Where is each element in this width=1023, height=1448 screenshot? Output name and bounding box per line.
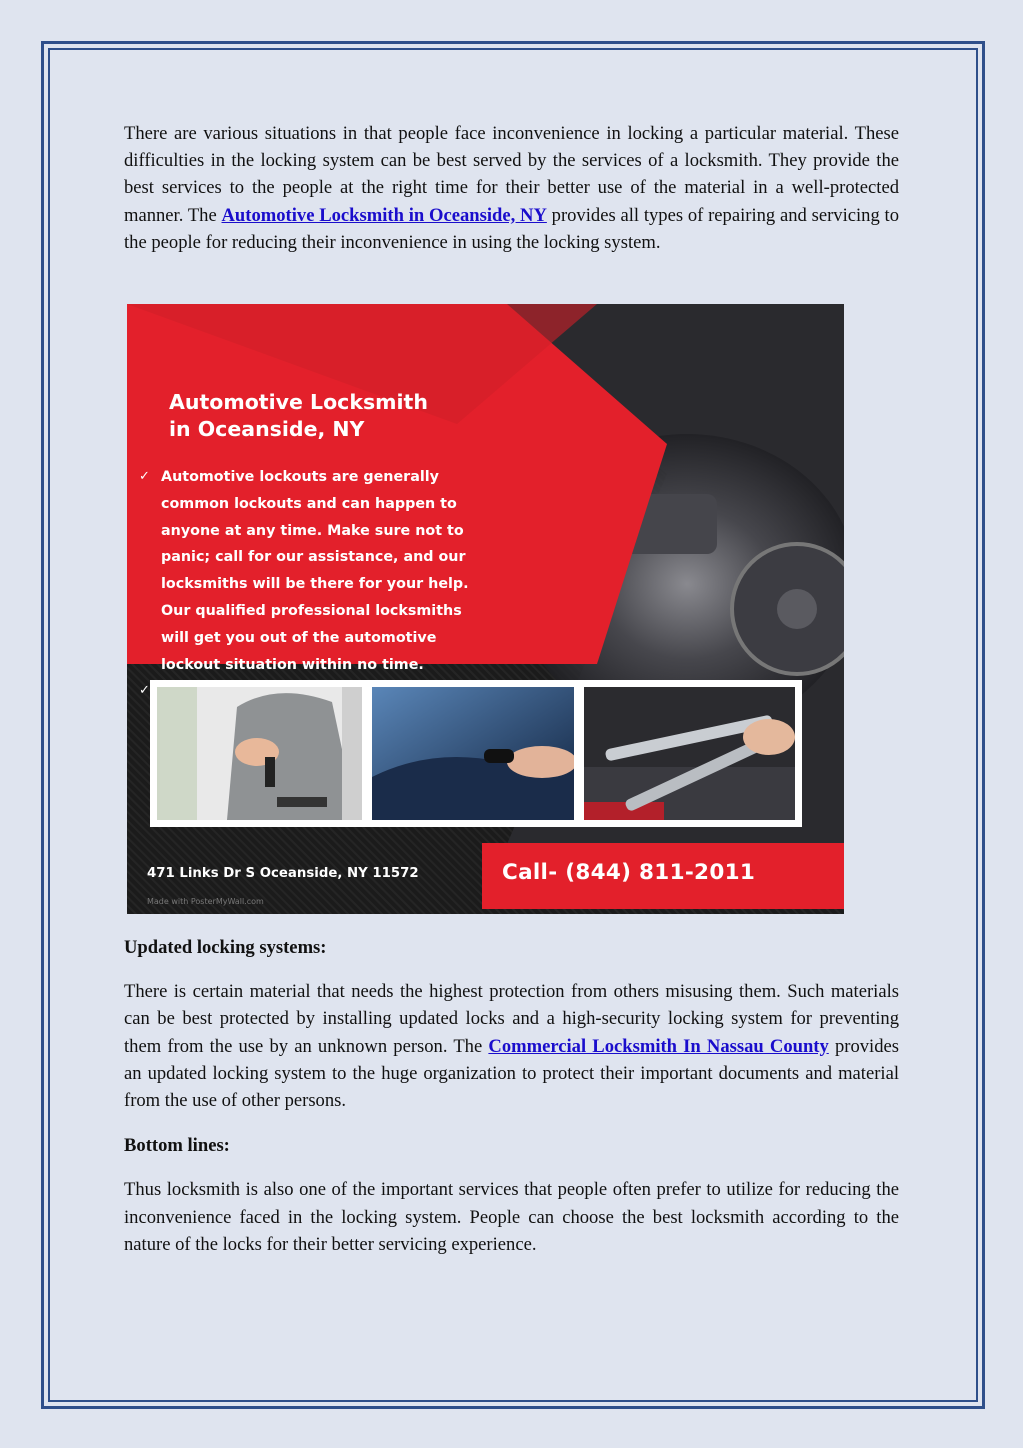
- banner-bullet-list: [139, 464, 599, 698]
- made-with-watermark: Made with PosterMyWall.com: [147, 897, 264, 906]
- photo-locksmith-with-key: [157, 687, 362, 820]
- photo-wrenches-engine: [584, 687, 795, 820]
- banner-bullet: ✓ Automotive lockouts are generally common lockouts and can happen to anyone at any time. Make sure not to panic; call for our assistance, and our locksmiths will be there for your help. Our qualified professional locksmiths will get you out of the automotive lockout situation within no time.: [139, 464, 599, 678]
- call-phone-text: Call- (844) 811-2011: [502, 860, 756, 885]
- address-text: 471 Links Dr S Oceanside, NY 11572: [147, 866, 419, 881]
- check-icon: ✓: [139, 469, 150, 484]
- check-icon: ✓: [139, 683, 150, 699]
- section2-paragraph: Thus locksmith is also one of the important services that people often prefer to utilize for reducing the inconvenience faced in the locking system. People can choose the best locksmith according to the nature of the locks for their better servicing experience.: [124, 1179, 899, 1255]
- address-bar: [127, 844, 482, 914]
- intro-paragraph: There are various situations in that people face inconvenience in locking a particular material. These difficulties in the locking system can be best served by the services of a locksmith. They provide the best services to the people at the right time for their better use of the material in a well-protected manner. The Automotive Locksmith in Oceanside, NY provides all types of repairing and servicing to the people for reducing their inconvenience in using the locking system.: [124, 123, 899, 253]
- photo-strip: [150, 680, 802, 827]
- photo-car-key-fob: [372, 687, 574, 820]
- heading-bottom-lines: Bottom lines:: [124, 1135, 230, 1157]
- banner-title: Automotive Locksmith in Oceanside, NY: [169, 390, 428, 441]
- call-phone-box: [482, 843, 844, 909]
- promo-banner-image: [127, 304, 844, 914]
- section1-paragraph: There is certain material that needs the highest protection from others misusing them. Such materials can be best protected by installing updated locks and a high-security locking system for preventing them from the use by an unknown person. The Commercial Locksmith In Nassau County provides an updated locking system to the huge organization to protect their important documents and material from the use of other persons.: [124, 981, 899, 1112]
- document-body: [124, 120, 899, 256]
- heading-updated-locking-systems: Updated locking systems:: [124, 937, 327, 958]
- automotive-locksmith-link[interactable]: Automotive Locksmith in Oceanside, NY: [221, 204, 547, 226]
- document-body-lower: [124, 934, 899, 1258]
- commercial-locksmith-link[interactable]: Commercial Locksmith In Nassau County: [488, 1035, 829, 1057]
